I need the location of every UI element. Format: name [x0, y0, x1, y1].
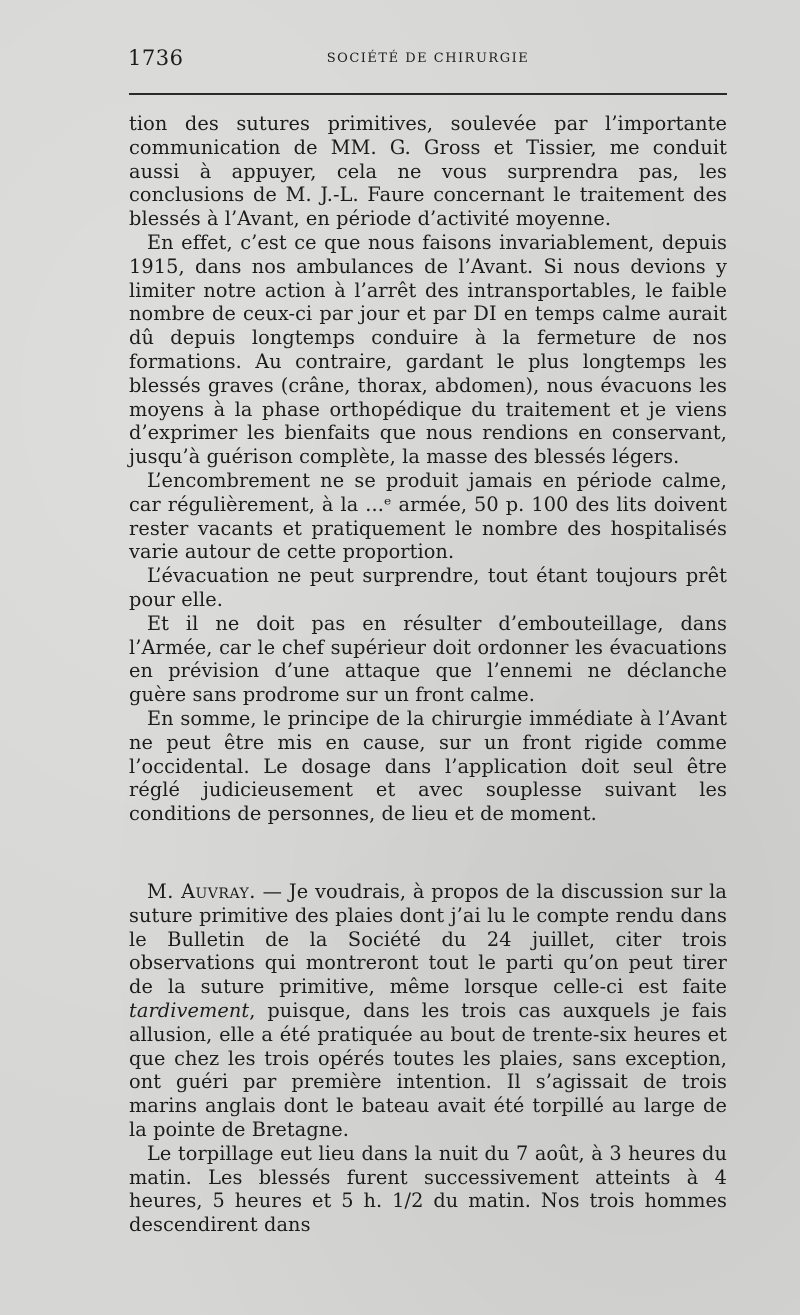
page-header [128, 46, 728, 76]
paragraph: L’encombrement ne se produit jamais en période calme, car régulièrement, à la ...ᵉ armée, 50 p. 100 des lits doivent rester vacants et pratiquement le nombre des hospitalisés varie autour de cette proportion. [129, 468, 727, 564]
paragraph: Et il ne doit pas en résulter d’embouteillage, dans l’Armée, car le chef supérieur doit ordonner les évacuations en prévision d’une attaque que l’ennemi ne déclanche guère sans prodrome sur un front calme. [129, 611, 727, 707]
section-auvray [129, 880, 727, 1237]
paragraph-text: , puisque, dans les trois cas auxquels je fais allusion, elle a été pratiquée au bout de trente-six heures et que chez les trois opérés toutes les plaies, sans exception, ont guéri par première intention. Il s’agissait de trois marins anglais dont le bateau avait été torpillé au large de la pointe de Bretagne. [129, 998, 727, 1141]
section-faure-discussion [129, 112, 727, 826]
paragraph: En somme, le principe de la chirurgie immédiate à l’Avant ne peut être mis en cause, sur un front rigide comme l’occidental. Le dosage dans l’application doit seul être réglé judicieusement et avec souplesse suivant les conditions de personnes, de lieu et de moment. [129, 706, 727, 826]
paragraph: Le torpillage eut lieu dans la nuit du 7 août, à 3 heures du matin. Les blessés furent successivement atteints à 4 heures, 5 heures et 5 h. 1/2 du matin. Nos trois hommes descendirent dans [129, 1141, 727, 1237]
emphasis-text: tardivement [129, 998, 250, 1022]
paragraph: tion des sutures primitives, soulevée par l’importante communication de MM. G. Gross et Tissier, me conduit aussi à appuyer, cela ne vous surprendra pas, les conclusions de M. J.-L. Faure concernant le traitement des blessés à l’Avant, en période d’activité moyenne. [129, 112, 727, 231]
paragraph: En effet, c’est ce que nous faisons invariablement, depuis 1915, dans nos ambulances de l’Avant. Si nous devions y limiter notre action à l’arrêt des intransportables, le faible nombre de ceux-ci par jour et par DI en temps calme aurait dû depuis longtemps conduire à la fermeture de nos formations. Au contraire, gardant le plus longtemps les blessés graves (crâne, thorax, abdomen), nous évacuons les moyens à la phase orthopédique du traitement et je viens d’exprimer les bienfaits que nous rendions en conservant, jusqu’à guérison complète, la masse des blessés légers. [129, 230, 727, 469]
page-number: 1736 [128, 46, 184, 70]
paragraph: L’évacuation ne peut surprendre, tout étant toujours prêt pour elle. [129, 564, 727, 611]
header-rule [129, 93, 727, 95]
running-title: SOCIÉTÉ DE CHIRURGIE [326, 51, 530, 66]
paragraph-text: — Je voudrais, à propos de la discussion sur la suture primitive des plaies dont j’ai lu le compte rendu dans le Bulletin de la Société du 24 juillet, citer trois observations qui montreront tout le parti qu’on peut tirer de la suture primitive, même lorsque celle-ci est faite [129, 880, 727, 999]
paragraph [129, 880, 727, 1142]
speaker-name: M. Auvray. [147, 880, 256, 903]
